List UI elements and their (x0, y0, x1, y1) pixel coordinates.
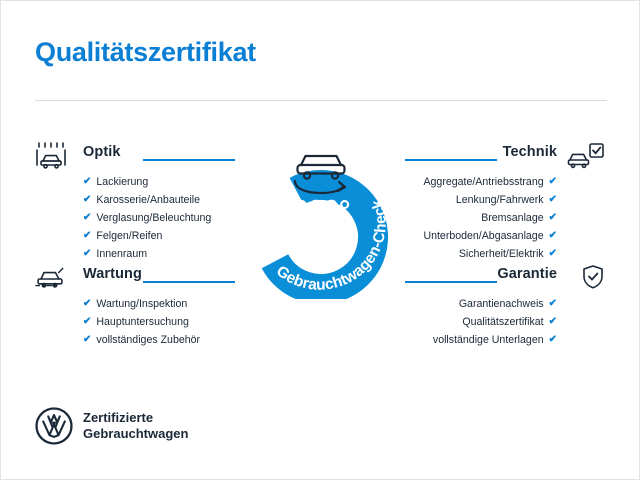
list-item-label: Unterboden/Abgasanlage (423, 230, 544, 242)
section-rule-technik (405, 159, 497, 161)
section-title-technik: Technik (502, 144, 557, 160)
section-rule-optik (143, 159, 235, 161)
check-icon: ✔ (548, 230, 557, 241)
check-icon: ✔ (548, 194, 557, 205)
list-item-label: Verglasung/Beleuchtung (96, 212, 212, 224)
list-item-label: Lenkung/Fahrwerk (455, 194, 544, 206)
list-item (345, 314, 557, 330)
check-icon: ✔ (548, 176, 557, 187)
360-check-badge (233, 119, 409, 299)
section-wartung (35, 263, 265, 350)
badge-arc-text: Gebrauchtwagen-Check (272, 197, 390, 294)
section-title-optik: Optik (83, 144, 121, 160)
list-item-label: vollständige Unterlagen (432, 334, 544, 346)
section-optik (35, 141, 265, 264)
check-icon: ✔ (548, 212, 557, 223)
list-item-label: Felgen/Reifen (96, 230, 163, 242)
footer (35, 407, 188, 445)
check-icon: ✔ (83, 230, 92, 241)
list-item-label: Karosserie/Anbauteile (96, 194, 201, 206)
list-item-label: Lackierung (96, 176, 149, 188)
list-item-label: Wartung/Inspektion (96, 298, 188, 310)
vw-logo-icon (35, 407, 73, 445)
footer-line-1: Zertifizierte (83, 410, 154, 425)
list-item-label: Bremsanlage (481, 212, 544, 224)
section-title-wartung: Wartung (83, 266, 142, 282)
footer-text (83, 410, 188, 442)
list-item (83, 314, 265, 330)
list-item-label: Innenraum (96, 248, 148, 260)
section-items-garantie (345, 296, 605, 348)
list-item-label: Hauptuntersuchung (96, 316, 189, 328)
check-icon: ✔ (83, 176, 92, 187)
page-title: Qualitätszertifikat (35, 37, 256, 67)
check-icon: ✔ (83, 334, 92, 345)
section-rule-garantie (405, 281, 497, 283)
list-item (345, 332, 557, 348)
title-divider (35, 100, 607, 101)
check-icon: ✔ (548, 316, 557, 327)
check-icon: ✔ (548, 248, 557, 259)
check-icon: ✔ (548, 334, 557, 345)
section-rule-wartung (143, 281, 235, 283)
list-item-label: Aggregate/Antriebsstrang (423, 176, 544, 188)
list-item-label: Sicherheit/Elektrik (458, 248, 544, 260)
check-icon: ✔ (548, 298, 557, 309)
list-item-label: Garantienachweis (458, 298, 544, 310)
check-icon: ✔ (83, 248, 92, 259)
footer-line-2: Gebrauchtwagen (83, 426, 189, 441)
badge-degrees: 360° (292, 195, 350, 227)
check-icon: ✔ (83, 194, 92, 205)
list-item-label: Qualitätszertifikat (462, 316, 544, 328)
section-title-garantie: Garantie (497, 266, 557, 282)
list-item-label: vollständiges Zubehör (96, 334, 201, 346)
section-items-optik (35, 174, 265, 262)
section-items-wartung (35, 296, 265, 348)
list-item (83, 332, 265, 348)
check-icon: ✔ (83, 316, 92, 327)
check-icon: ✔ (83, 298, 92, 309)
check-icon: ✔ (83, 212, 92, 223)
